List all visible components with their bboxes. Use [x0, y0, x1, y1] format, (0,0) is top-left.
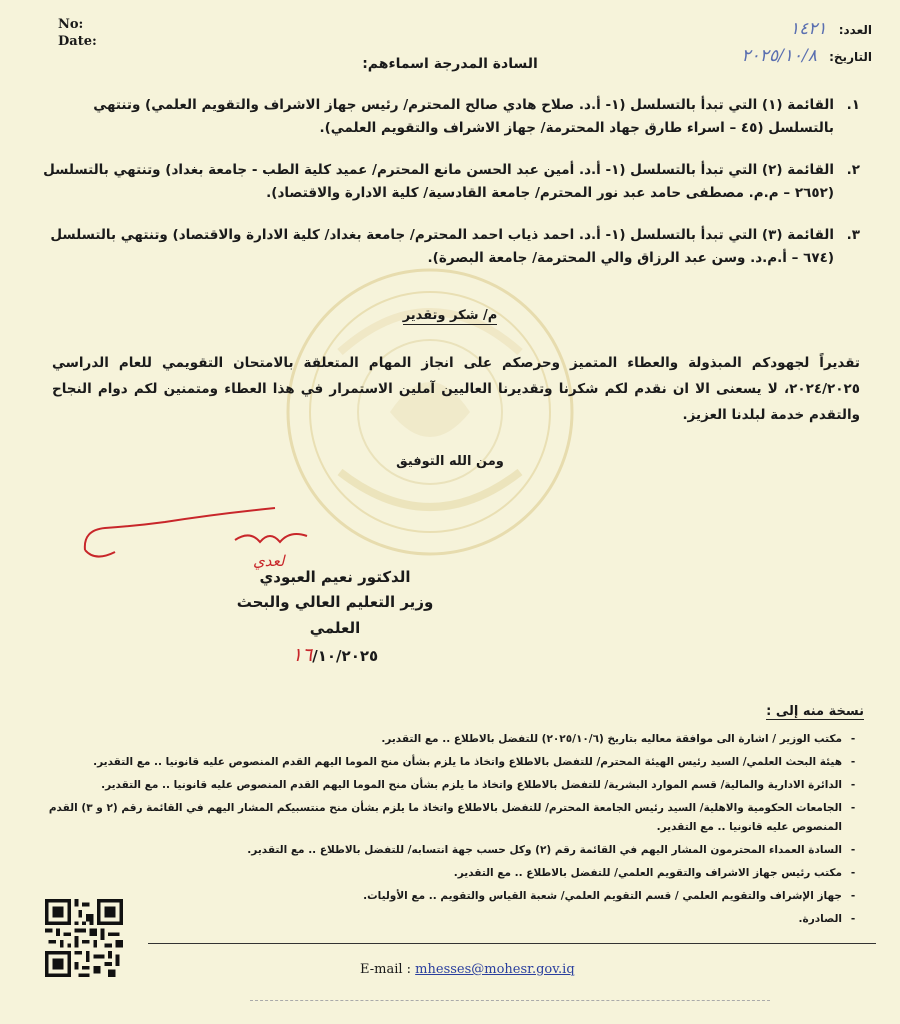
footer-contact	[360, 962, 575, 977]
date-label: Date:	[58, 34, 97, 49]
copy-text: جهاز الإشراف والتقويم العلمي / قسم التقويم العلمي/ شعبة القياس والتقويم .. مع الأوليات.	[363, 890, 842, 902]
list-text: القائمة (٣) التي تبدأ بالتسلسل (١- أ.د. احمد ذياب احمد المحترم/ جامعة بغداد/ كلية الادارة والاقتصاد) وتنتهي بالتسلسل (٦٧٤ – أ.م.د. وسن عبد الرزاق والي المحترمة/ جامعة البصرة).	[50, 227, 834, 266]
signatory-title: وزير التعليم العالي والبحث العلمي	[236, 593, 434, 637]
signature-date	[210, 641, 460, 670]
copy-item: - الدائرة الادارية والمالية/ قسم الموارد البشرية/ للتفضل بالاطلاع واتخاذ ما يلزم بشأن منح الموما اليهم القدم المنصوص عليه قانونيا .. مع التقدير.	[44, 776, 864, 795]
recipient-lists	[30, 94, 860, 289]
copy-item: - السادة العمداء المحترمون المشار اليهم في القائمة رقم (٢) وكل حسب جهة انتسابه/ للتفضل بالاطلاع .. مع التقدير.	[44, 841, 864, 860]
list-item	[30, 159, 860, 205]
copy-text: الصادرة.	[798, 913, 842, 925]
list-text: القائمة (٢) التي تبدأ بالتسلسل (١- أ.د. أمين عبد الحسن مانع المحترم/ عميد كلية الطب - جامعة بغداد) وتنتهي بالتسلسل (٢٦٥٢ – م.م. مصطفى حامد عبد نور المحترم/ جامعة القادسية/ كلية الادارة والاقتصاد).	[43, 162, 834, 201]
list-text: القائمة (١) التي تبدأ بالتسلسل (١- أ.د. صلاح هادي صالح المحترم/ رئيس جهاز الاشراف والتقويم العلمي) وتنتهي بالتسلسل (٤٥ – اسراء طارق جهاد المحترمة/ جهاز الاشراف والتقويم العلمي).	[93, 97, 834, 136]
date-value: ٢٠٢٥/١٠/٨	[741, 46, 817, 66]
header-english	[58, 16, 97, 50]
copies-title	[766, 704, 864, 719]
number-value: ١٤٢١	[790, 19, 827, 39]
signature-handwriting: لعدي	[253, 552, 285, 570]
subject-line	[350, 308, 550, 323]
copy-text: السادة العمداء المحترمون المشار اليهم في القائمة رقم (٢) وكل حسب جهة انتسابه/ للتفضل بالاطلاع .. مع التقدير.	[247, 844, 842, 856]
copies-list	[44, 730, 864, 933]
copy-text: هيئة البحث العلمي/ السيد رئيس الهيئة المحترم/ للتفضل بالاطلاع واتخاذ ما يلزم بشأن منح الموما اليهم القدم المنصوص عليه قانونيا .. مع التقدير.	[93, 756, 842, 768]
body-paragraph: تقديراً لجهودكم المبذولة والعطاء المتميز وحرصكم على انجاز المهام المتعلقة بالامتحان التقويمي للعام الدراسي ٢٠٢٤/٢٠٢٥، لا يسعنى الا ان نقدم لكم شكرنا وتقديرنا العاليين آملين الاستمرار في هذا العطاء ومتمنين لكم دوام النجاح والتقدم خدمة لبلدنا العزيز.	[52, 355, 860, 423]
no-label: No:	[58, 17, 84, 32]
copy-text: الجامعات الحكومية والاهلية/ السيد رئيس الجامعة المحترم/ للتفضل بالاطلاع واتخاذ ما يلزم بشأن منح منتسبيكم المشار اليهم في القائمة رقم (٢ و ٣) القدم المنصوص عليه قانونيا .. مع التقدير.	[48, 802, 842, 833]
copy-item: - الصادرة.	[44, 910, 864, 929]
list-item	[30, 224, 860, 270]
copy-item: - مكتب رئيس جهاز الاشراف والتقويم العلمي/ للتفضل بالاطلاع .. مع التقدير.	[44, 864, 864, 883]
footer-divider	[148, 943, 876, 944]
copy-text: مكتب رئيس جهاز الاشراف والتقويم العلمي/ للتفضل بالاطلاع .. مع التقدير.	[453, 867, 842, 879]
signature-date-rest: /١٠/٢٠٢٥	[312, 647, 379, 665]
signatory-name: الدكتور نعيم العبودي	[259, 568, 411, 586]
list-item	[30, 94, 860, 140]
closing-line: ومن الله التوفيق	[396, 454, 504, 469]
copy-item: - هيئة البحث العلمي/ السيد رئيس الهيئة المحترم/ للتفضل بالاطلاع واتخاذ ما يلزم بشأن منح الموما اليهم القدم المنصوص عليه قانونيا .. مع التقدير.	[44, 753, 864, 772]
number-label: العدد:	[838, 23, 872, 37]
list-number: ١.	[846, 97, 860, 113]
copy-item: - مكتب الوزير / اشارة الى موافقة معاليه بتاريخ (٢٠٢٥/١٠/٦) للتفضل بالاطلاع .. مع التقدير.	[44, 730, 864, 749]
subject-text: م/ شكر وتقدير	[402, 308, 498, 323]
date-line	[742, 43, 872, 70]
footer-dotted-rule	[250, 1000, 770, 1001]
number-line	[742, 16, 872, 43]
signature-block	[210, 565, 460, 670]
date-label-ar: التاريخ:	[829, 50, 872, 64]
copy-text: مكتب الوزير / اشارة الى موافقة معاليه بتاريخ (٢٠٢٥/١٠/٦) للتفضل بالاطلاع .. مع التقدير.	[381, 733, 842, 745]
recipients-title: السادة المدرجة اسماءهم:	[362, 56, 538, 72]
copy-text: الدائرة الادارية والمالية/ قسم الموارد البشرية/ للتفضل بالاطلاع واتخاذ ما يلزم بشأن منح الموما اليهم القدم المنصوص عليه قانونيا .. مع التقدير.	[101, 779, 842, 791]
copies-title-text: نسخة منه إلى :	[766, 704, 864, 719]
header-arabic	[742, 16, 872, 70]
email-label: E-mail :	[360, 962, 416, 977]
signature-date-day: ١٦	[291, 644, 313, 666]
email-link[interactable]: mhesses@mohesr.gov.iq	[415, 962, 575, 977]
list-number: ٢.	[846, 162, 860, 178]
copy-item: - جهاز الإشراف والتقويم العلمي / قسم التقويم العلمي/ شعبة القياس والتقويم .. مع الأوليات.	[44, 887, 864, 906]
list-number: ٣.	[846, 227, 860, 243]
qr-code[interactable]	[45, 899, 123, 977]
copy-item: - الجامعات الحكومية والاهلية/ السيد رئيس الجامعة المحترم/ للتفضل بالاطلاع واتخاذ ما يلزم بشأن منح منتسبيكم المشار اليهم في القائمة رقم (٢ و ٣) القدم المنصوص عليه قانونيا .. مع التقدير.	[44, 799, 864, 837]
